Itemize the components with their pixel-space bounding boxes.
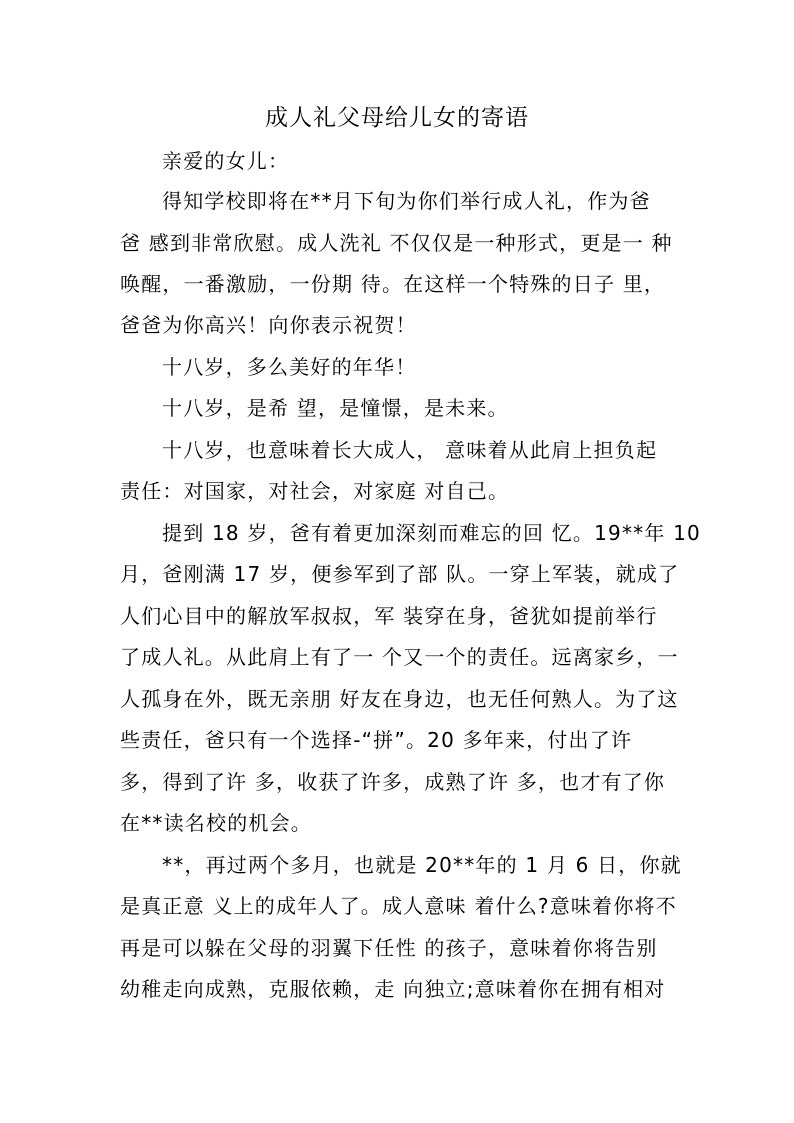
salutation: 亲爱的女儿： <box>162 149 290 173</box>
paragraph-line: 了成人礼。从此肩上有了一 个又一个的责任。远离家乡，一 <box>120 645 679 669</box>
paragraph-line: 月，爸刚满 17 岁，便参军到了部 队。一穿上军装，就成了 <box>120 562 680 586</box>
paragraph-line: 人孤身在外，既无亲朋 好友在身边，也无任何熟人。为了这 <box>120 687 679 711</box>
paragraph-line: 唤醒，一番激励，一份期 待。在这样一个特殊的日子 里， <box>120 272 666 296</box>
paragraph-line: 十八岁，也意味着长大成人， 意味着从此肩上担负起 <box>162 438 658 462</box>
paragraph-line: 人们心目中的解放军叔叔，军 装穿在身，爸犹如提前举行 <box>120 604 658 628</box>
paragraph-line: 责任：对国家，对社会，对家庭 对自己。 <box>120 479 510 503</box>
paragraph-line: **，再过两个多月，也就是 20**年的 1 月 6 日，你就 <box>162 853 682 877</box>
document-title: 成人礼父母给儿女的寄语 <box>265 105 529 131</box>
paragraph-line: 些责任，爸只有一个选择-“拼”。20 多年来，付出了许 <box>120 728 633 752</box>
paragraph-line: 十八岁，是希 望，是憧憬，是未来。 <box>162 396 509 420</box>
paragraph-line: 在**读名校的机会。 <box>120 811 312 835</box>
paragraph-line: 得知学校即将在**月下旬为你们举行成人礼，作为爸 <box>162 189 651 213</box>
paragraph-line: 再是可以躲在父母的羽翼下任性 的孩子，意味着你将告别 <box>120 936 658 960</box>
paragraph-line: 是真正意 义上的成年人了。成人意味 着什么?意味着你将不 <box>120 894 677 918</box>
paragraph-line: 提到 18 岁，爸有着更加深刻而难忘的回 忆。19**年 10 <box>162 521 701 545</box>
paragraph-line: 幼稚走向成熟，克服依赖，走 向独立;意味着你在拥有相对 <box>120 977 666 1001</box>
paragraph-line: 多，得到了许 多，收获了许多，成熟了许 多，也才有了你 <box>120 770 666 794</box>
paragraph-line: 爸 感到非常欣慰。成人洗礼 不仅仅是一种形式，更是一 种 <box>120 231 673 255</box>
paragraph-line: 爸爸为你高兴！向你表示祝贺！ <box>120 313 417 337</box>
paragraph-line: 十八岁，多么美好的年华！ <box>162 355 417 379</box>
